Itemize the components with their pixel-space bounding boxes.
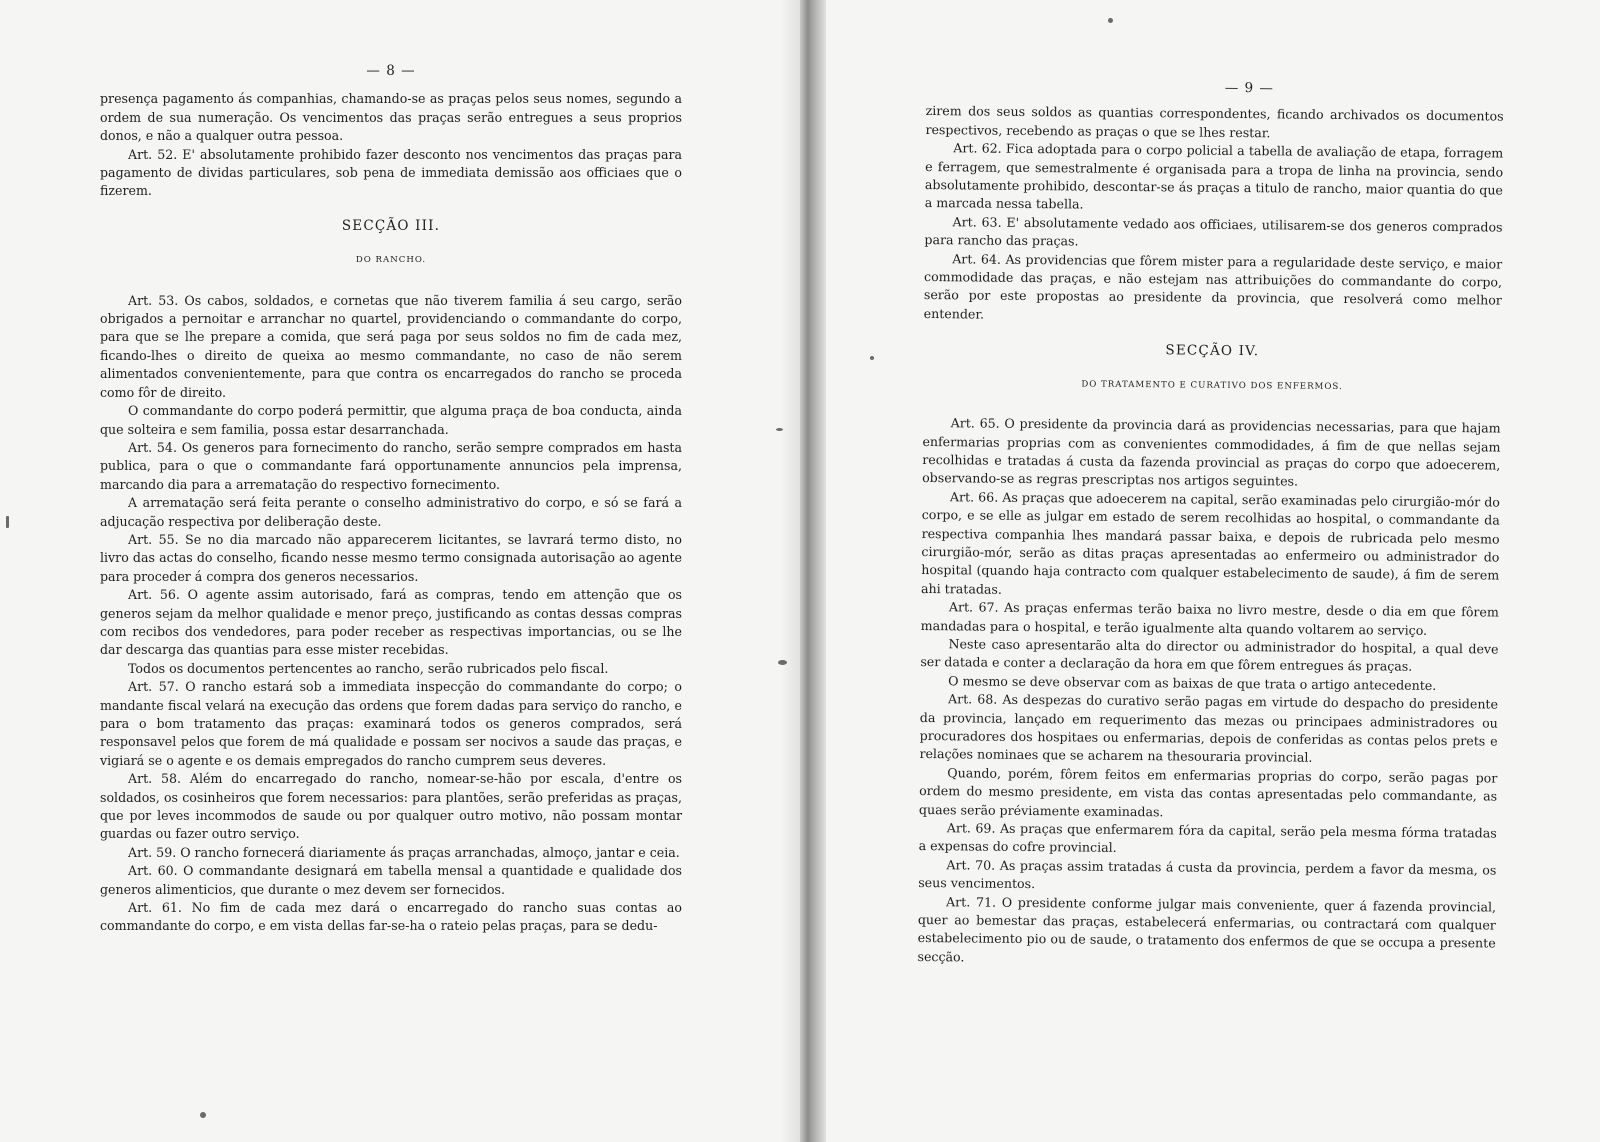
scan-speck	[776, 428, 783, 431]
scan-speck	[6, 516, 9, 528]
article-paragraph: Art. 69. As praças que enfermarem fóra da capital, serão pela mesma fórma tratadas a expensas do cofre provincial.	[918, 820, 1497, 856]
article-paragraph: Art. 62. Fica adoptada para o corpo policial a tabella de avaliação de etapa, forragem e ferragem, que semestralmente é organisada para a tropa de linha na provincia, sendo absolutamente prohibido, descontar-se ás praças a titulo de rancho, maior quantia do que a marcada nessa tabella.	[924, 140, 1504, 212]
article-paragraph: Art. 68. As despezas do curativo serão pagas em virtude do despacho do presidente da provincia, lançado em requerimento das mezas ou principaes administradores ou procuradores dos hospitaes ou enfermarias, depois de conferidas as contas pelos prets e relações nominaes que se acharem na thesouraria provincial.	[919, 691, 1499, 766]
article-paragraph: Art. 66. As praças que adoecerem na capital, serão examinadas pelo cirurgião-mór do corpo, e se elle as julgar em estado de serem recolhidas ao hospital, o commandante da respectiva companhia lhes mandará passar baixa, e depois de rubricada pelo mesmo cirurgião-mór, serão as ditas praças apresentadas ao enfermeiro ou administrador do hospital (quando haja contracto com qualquer estabelecimento de saude), á fim de serem ahi tratadas.	[921, 488, 1501, 597]
article-paragraph: Art. 53. Os cabos, soldados, e cornetas que não tiverem familia á seu cargo, serão obrigados a pernoitar e arranchar no quartel, providenciando o commandante do corpo, para que se lhe prepare a comida, que será paga por seus soldos no fim de cada mez, ficando-lhes o direito de queixa ao mesmo commandante, no caso de não serem alimentados convenientemente, para que contra os encarregados do rancho se proceda como fôr de direito.	[100, 292, 682, 400]
article-paragraph: Art. 57. O rancho estará sob a immediata inspecção do commandante do corpo; o mandante fiscal velará na execução das ordens que forem dadas para serviço do rancho, e para o bom tratamento das praças: examinará todos os generos comprados, será responsavel pelos que forem de má qualidade e possam ser nocivos a saude das praças, e vigiará se o agente e os demais empregados do rancho cumprem seus deveres.	[100, 679, 682, 768]
article-paragraph: Art. 60. O commandante designará em tabella mensal a quantidade e qualidade dos generos alimenticios, que durante o mez devem ser fornecidos.	[100, 863, 682, 897]
scan-speck	[778, 660, 787, 665]
right-page	[917, 76, 1504, 972]
scan-speck	[200, 1112, 206, 1118]
article-paragraph: Art. 56. O agente assim autorisado, fará as compras, tendo em attenção que os generos sejam da melhor qualidade e menor preço, justificando as contas dessas compras com recibos dos vendedores, para poder receber as respectivas importancias, ou se lhe dar descarga das quantias para esse mister recebidas.	[100, 587, 682, 658]
article-paragraph: O commandante do corpo poderá permittir, que alguma praça de boa conducta, ainda que solteira e sem familia, possa estar desarranchada.	[100, 403, 682, 437]
article-paragraph: Neste caso apresentarão alta do director ou administrador do hospital, a qual deve ser datada e conter a declaração da hora em que fôrem entregues ás praças.	[920, 636, 1499, 675]
page-number: — 8 —	[366, 63, 416, 79]
article-paragraph: Art. 71. O presidente conforme julgar mais conveniente, quer á fazenda provincial, quer ao bemestar das praças, estabelecerá enfermarias, ou contractará com qualquer estabelecimento pio ou de saude, o tratamento dos enfermos de que se occupa a presente secção.	[917, 893, 1497, 965]
article-paragraph: Art. 65. O presidente da provincia dará as providencias necessarias, para que hajam enfermarias proprias com as convenientes commodidades, á fim de que nellas sejam recolhidas e tratadas á custa da fazenda provincial as praças do corpo que adoecerem, observando-se as regras prescriptas nos artigos seguintes.	[922, 415, 1501, 489]
book-gutter	[800, 0, 826, 1142]
article-paragraph: O mesmo se deve observar com as baixas de que trata o artigo antecedente.	[948, 673, 1437, 693]
article-paragraph: Art. 55. Se no dia marcado não apparecerem licitantes, se lavrará termo disto, no livro das actas do conselho, ficando nesse mesmo termo consignada autorisação ao agente para proceder á compra dos generos necessarios.	[100, 531, 682, 584]
section-subtitle: DO TRATAMENTO E CURATIVO DOS ENFERMOS.	[1081, 379, 1343, 392]
section-title: SECÇÃO IV.	[1165, 342, 1260, 360]
page-number: — 9 —	[1224, 79, 1274, 97]
scan-speck	[1108, 18, 1113, 23]
article-paragraph: A arrematação será feita perante o conselho administrativo do corpo, e só se fará a adjucação respectiva por deliberação deste.	[100, 495, 682, 529]
article-paragraph: Art. 61. No fim de cada mez dará o encarregado do rancho suas contas ao commandante do corpo, e em vista dellas far-se-ha o rateio pelas praças, para se dedu-	[100, 900, 682, 934]
article-paragraph: Art. 67. As praças enfermas terão baixa no livro mestre, desde o dia em que fôrem mandadas para o hospital, e terão igualmente alta quando voltarem ao serviço.	[920, 599, 1499, 638]
article-paragraph: Art. 58. Além do encarregado do rancho, nomear-se-hão por escala, d'entre os soldados, os cosinheiros que forem necessarios: para plantões, serão preferidas as praças, que por leves incommodos de saude ou por qualquer outro motivo, não possam montar guardas ou fazer outro serviço.	[100, 771, 682, 842]
article-paragraph: Art. 63. E' absolutamente vedado aos officiaes, utilisarem-se dos generos comprados para rancho das praças.	[924, 214, 1503, 249]
article-paragraph: Art. 70. As praças assim tratadas á custa da provincia, perdem a favor da mesma, os seus vencimentos.	[918, 857, 1497, 892]
paragraph: zirem dos seus soldos as quantias correspondentes, ficando archivados os documentos respectivos, recebendo as praças o que se lhes restar.	[925, 103, 1504, 141]
article-paragraph: Art. 59. O rancho fornecerá diariamente ás praças arranchadas, almoço, jantar e ceia.	[128, 844, 680, 860]
article-paragraph: Quando, porém, fôrem feitos em enfermarias proprias do corpo, serão pagas por ordem do mesmo presidente, em vista das contas apresentadas pelo commandante, as quaes serão préviamente examinadas.	[918, 765, 1498, 819]
article-paragraph: Art. 52. E' absolutamente prohibido fazer desconto nos vencimentos das praças para pagamento de dividas particulares, sob pena de immediata demissão aos officiaes que o fizerem.	[100, 146, 682, 199]
section-title: SECÇÃO III.	[341, 217, 441, 234]
gutter-shadow	[780, 0, 800, 1142]
scan-speck	[870, 356, 874, 360]
article-paragraph: Art. 64. As providencias que fôrem mister para a regularidade deste serviço, e maior commodidade das praças, e não estejam nas attribuições do commandante do corpo, serão por este propostas ao presidente da provincia, que resolverá como melhor entender.	[923, 250, 1503, 322]
article-paragraph: Art. 54. Os generos para fornecimento do rancho, serão sempre comprados em hasta publica, para o que o commandante fará opportunamente annuncios pela imprensa, marcando dia para a arrematação do respectivo fornecimento.	[100, 439, 682, 492]
left-page	[100, 62, 682, 936]
paragraph: presença pagamento ás companhias, chamando-se as praças pelos seus nomes, segundo a ordem de sua numeração. Os vencimentos das praças serão entregues a seus proprios donos, e não a qualquer outra pessoa.	[100, 91, 682, 144]
article-paragraph: Todos os documentos pertencentes ao rancho, serão rubricados pelo fiscal.	[128, 660, 609, 676]
section-subtitle: DO RANCHO.	[355, 255, 427, 266]
